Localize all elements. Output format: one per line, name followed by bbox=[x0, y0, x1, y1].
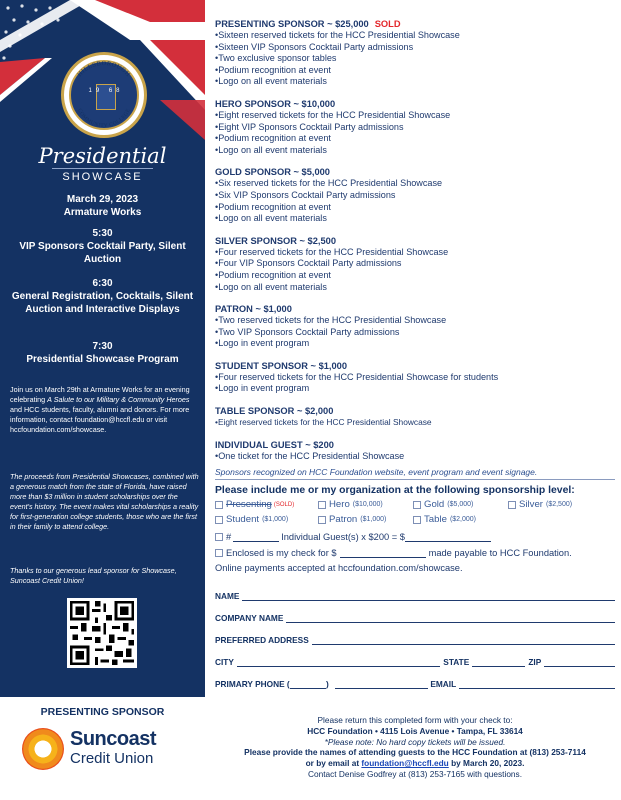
sponsor-level bbox=[215, 360, 615, 395]
footer-note: *Please note: No hard copy tickets will be issued. bbox=[324, 736, 506, 747]
script-title: Presidential bbox=[38, 144, 167, 168]
checkbox-presenting[interactable] bbox=[215, 501, 223, 509]
benefit-list bbox=[215, 451, 615, 463]
sponsor-level bbox=[215, 18, 615, 88]
company-row bbox=[215, 605, 615, 623]
checkbox-student[interactable] bbox=[215, 516, 223, 524]
option-hero-amount: ($10,000) bbox=[352, 501, 383, 509]
event-venue: Armature Works bbox=[63, 207, 142, 218]
address-label: PREFERRED ADDRESS bbox=[215, 635, 309, 646]
seal-ring-text bbox=[64, 55, 144, 135]
online-payment-note: Online payments accepted at hccfoundation.com/showcase. bbox=[215, 563, 463, 574]
name-field[interactable] bbox=[242, 591, 615, 601]
benefit-item: • Six reserved tickets for the HCC Presidential Showcase bbox=[215, 178, 615, 190]
city-field[interactable] bbox=[237, 657, 440, 667]
phone-row bbox=[215, 671, 615, 689]
time-2: 6:30 bbox=[92, 278, 113, 289]
option-presenting-label: Presenting bbox=[226, 499, 272, 511]
option-table-amount: ($2,000) bbox=[449, 516, 477, 524]
logo-word-2: Credit Union bbox=[70, 750, 154, 767]
intro-italic: A Salute to our Military & Community Heroes bbox=[47, 395, 190, 404]
option-silver[interactable] bbox=[508, 499, 572, 510]
benefit-item: • Logo in event program bbox=[215, 338, 615, 350]
option-gold-label: Gold bbox=[424, 499, 445, 511]
seal-year: 19 68 bbox=[88, 88, 124, 94]
time-1: 5:30 bbox=[92, 228, 113, 239]
intro-blurb bbox=[10, 385, 200, 435]
state-field[interactable] bbox=[472, 657, 525, 667]
benefit-item: • Six VIP Sponsors Cocktail Party admissions bbox=[215, 190, 615, 202]
event-info-panel bbox=[0, 0, 205, 697]
footer-guest-names: Please provide the names of attending guests to the HCC Foundation at (813) 253-7114 bbox=[244, 747, 586, 758]
option-hero-label: Hero bbox=[329, 499, 350, 511]
option-student-amount: ($1,000) bbox=[262, 516, 289, 524]
option-silver-label: Silver bbox=[519, 499, 543, 511]
sun-icon bbox=[22, 728, 64, 770]
sponsor-level bbox=[215, 235, 615, 293]
benefit-item: • Podium recognition at event bbox=[215, 202, 615, 214]
sponsor-level bbox=[215, 303, 615, 350]
benefit-item: • Four VIP Sponsors Cocktail Party admissions bbox=[215, 258, 615, 270]
benefit-item: • Eight reserved tickets for the HCC Presidential Showcase bbox=[215, 417, 615, 429]
zip-label: ZIP bbox=[528, 657, 542, 668]
option-gold[interactable] bbox=[413, 499, 508, 510]
event-1: VIP Sponsors Cocktail Party, Silent Auction bbox=[19, 241, 186, 265]
check-text-2: made payable to HCC Foundation. bbox=[428, 548, 572, 559]
name-row bbox=[215, 583, 615, 601]
option-row-2 bbox=[215, 513, 615, 526]
showcase-subtitle: SHOWCASE bbox=[62, 171, 143, 183]
benefit-item: • One ticket for the HCC Presidential Showcase bbox=[215, 451, 615, 463]
guest-count-field[interactable] bbox=[233, 532, 279, 542]
event-2: General Registration, Cocktails, Silent Auction and Interactive Displays bbox=[11, 291, 194, 315]
guests-text: Individual Guest(s) x $200 = $ bbox=[281, 532, 405, 543]
benefit-item: • Sixteen VIP Sponsors Cocktail Party admissions bbox=[215, 42, 615, 54]
email-label: EMAIL bbox=[430, 679, 457, 690]
event-date: March 29, 2023 bbox=[66, 194, 139, 205]
checkbox-hero[interactable] bbox=[318, 501, 326, 509]
company-label: COMPANY NAME bbox=[215, 613, 284, 624]
form-instructions: Please include me or my organization at the following sponsorship level: bbox=[215, 485, 575, 497]
intro-rest: and HCC students, faculty, alumni and donors. For more information, contact foundation@hccfl.edu or visit hccfoundation.com/showcase. bbox=[10, 405, 190, 434]
sponsor-level-title: HERO SPONSOR ~ $10,000 bbox=[215, 98, 336, 109]
option-table[interactable] bbox=[413, 514, 476, 525]
benefit-item: • Four reserved tickets for the HCC Presidential Showcase for students bbox=[215, 372, 615, 384]
sponsor-level-title: PATRON ~ $1,000 bbox=[215, 304, 292, 315]
sponsor-level-title: TABLE SPONSOR ~ $2,000 bbox=[215, 406, 334, 417]
city-row bbox=[215, 649, 615, 667]
phone-label: PRIMARY PHONE ( bbox=[215, 679, 290, 690]
phone-field[interactable] bbox=[335, 679, 429, 689]
option-row-1 bbox=[215, 498, 615, 511]
option-hero[interactable] bbox=[318, 499, 413, 510]
name-label: NAME bbox=[215, 591, 240, 602]
sponsor-level-title: INDIVIDUAL GUEST ~ $200 bbox=[215, 439, 334, 450]
footer-contact: Contact Denise Godfrey at (813) 253-7165 with questions. bbox=[308, 768, 522, 779]
check-text-1: Enclosed is my check for $ bbox=[226, 548, 337, 559]
footer bbox=[215, 715, 615, 780]
benefit-item: • Logo on all event materials bbox=[215, 145, 615, 157]
benefit-item: • Podium recognition at event bbox=[215, 65, 615, 77]
benefit-item: • Eight reserved tickets for the HCC Presidential Showcase bbox=[215, 110, 615, 122]
svg-text:HILLSBOROUGH bbox=[76, 60, 132, 78]
benefit-item: • Podium recognition at event bbox=[215, 133, 615, 145]
footer-email-link[interactable]: foundation@hccfl.edu bbox=[361, 758, 449, 769]
guest-line bbox=[215, 532, 615, 542]
sponsor-level-title: PRESENTING SPONSOR ~ $25,000 bbox=[215, 19, 369, 29]
benefit-item: • Logo on all event materials bbox=[215, 282, 615, 294]
option-patron[interactable] bbox=[318, 514, 413, 525]
form-divider bbox=[215, 479, 615, 480]
left-panel bbox=[0, 0, 205, 800]
city-label: CITY bbox=[215, 657, 234, 668]
qr-code[interactable] bbox=[67, 598, 137, 668]
sold-badge: SOLD bbox=[374, 19, 401, 29]
time-3: 7:30 bbox=[92, 341, 113, 352]
thanks-blurb: Thanks to our generous lead sponsor for Showcase, Suncoast Credit Union! bbox=[10, 566, 177, 585]
option-presenting-sold: (SOLD) bbox=[273, 501, 295, 508]
checkbox-table[interactable] bbox=[413, 516, 421, 524]
sponsor-level bbox=[215, 405, 615, 429]
svg-text:COMMUNITY COLLEGE bbox=[76, 107, 132, 129]
check-amount-field[interactable] bbox=[340, 548, 426, 558]
address-field[interactable] bbox=[312, 635, 615, 645]
option-student-label: Student bbox=[226, 514, 260, 526]
area-code-field[interactable] bbox=[290, 679, 326, 689]
checkbox-gold[interactable] bbox=[413, 501, 421, 509]
benefit-item: • Podium recognition at event bbox=[215, 270, 615, 282]
sponsor-level bbox=[215, 98, 615, 156]
footer-line-1: Please return this completed form with your check to: bbox=[317, 715, 513, 725]
footer-email-pre: or by email at bbox=[305, 758, 362, 769]
state-label: STATE bbox=[443, 657, 470, 668]
benefit-item: • Logo on all event materials bbox=[215, 213, 615, 225]
college-seal bbox=[61, 52, 147, 138]
benefit-item: • Logo in event program bbox=[215, 383, 615, 395]
footer-email-line bbox=[215, 758, 615, 769]
zip-field[interactable] bbox=[544, 657, 615, 667]
option-silver-amount: ($2,500) bbox=[546, 501, 573, 509]
logo-word-1: Suncoast bbox=[70, 728, 157, 750]
benefit-list bbox=[215, 417, 615, 429]
benefit-item: • Sixteen reserved tickets for the HCC Presidential Showcase bbox=[215, 30, 615, 42]
option-patron-label: Patron bbox=[329, 514, 358, 526]
address-row bbox=[215, 627, 615, 645]
option-patron-amount: ($1,000) bbox=[360, 516, 387, 524]
benefit-list bbox=[215, 315, 615, 350]
seal-bottom-text: COMMUNITY COLLEGE bbox=[76, 107, 132, 130]
qr-code-icon bbox=[67, 598, 137, 668]
checkbox-patron[interactable] bbox=[318, 516, 326, 524]
benefit-item: • Eight VIP Sponsors Cocktail Party admissions bbox=[215, 122, 615, 134]
title-divider bbox=[52, 168, 153, 169]
guests-hash: # bbox=[226, 532, 232, 543]
recognition-note: Sponsors recognized on HCC Foundation website, event program and event signage. bbox=[215, 467, 538, 478]
sponsor-level-title-row bbox=[215, 18, 615, 30]
company-field[interactable] bbox=[286, 613, 615, 623]
benefit-item: • Two reserved tickets for the HCC Presidential Showcase bbox=[215, 315, 615, 327]
checkbox-silver[interactable] bbox=[508, 501, 516, 509]
option-gold-amount: ($5,000) bbox=[447, 501, 474, 509]
proceeds-blurb: The proceeds from Presidential Showcases, combined with a generous match from the state of Florida, have raised more than $3 million in student scholarships over the event's history. The event makes vital scholarships a reality for first-generation college students, those who are the first in their family to attend college. bbox=[10, 472, 199, 531]
phone-close: ) bbox=[326, 679, 329, 690]
sponsor-level bbox=[215, 439, 615, 463]
email-field[interactable] bbox=[459, 679, 615, 689]
sponsor-level-title: SILVER SPONSOR ~ $2,500 bbox=[215, 235, 336, 246]
benefit-list bbox=[215, 178, 615, 224]
benefit-list bbox=[215, 372, 615, 395]
option-table-label: Table bbox=[424, 514, 447, 526]
footer-email-post: by March 20, 2023. bbox=[448, 758, 525, 769]
footer-address: HCC Foundation • 4115 Lois Avenue • Tampa, FL 33614 bbox=[307, 725, 523, 736]
checkbox-guests[interactable] bbox=[215, 533, 223, 541]
check-line bbox=[215, 548, 615, 558]
benefit-list bbox=[215, 110, 615, 156]
sponsor-level bbox=[215, 166, 615, 224]
benefit-item: • Logo on all event materials bbox=[215, 76, 615, 88]
option-presenting[interactable] bbox=[215, 499, 318, 510]
suncoast-logo bbox=[22, 726, 192, 772]
benefit-item: • Four reserved tickets for the HCC Presidential Showcase bbox=[215, 247, 615, 259]
levels-list bbox=[215, 18, 615, 462]
option-student[interactable] bbox=[215, 514, 318, 525]
checkbox-check[interactable] bbox=[215, 549, 223, 557]
guest-total-field[interactable] bbox=[405, 532, 491, 542]
sponsorship-levels bbox=[215, 18, 615, 689]
benefit-item: • Two VIP Sponsors Cocktail Party admissions bbox=[215, 327, 615, 339]
benefit-item: • Two exclusive sponsor tables bbox=[215, 53, 615, 65]
intro-text: Join us on March 29th at Armature Works for an evening celebrating bbox=[10, 385, 190, 404]
benefit-list bbox=[215, 30, 615, 88]
seal-top-text: HILLSBOROUGH bbox=[76, 59, 132, 79]
presenting-sponsor-label: PRESENTING SPONSOR bbox=[40, 706, 165, 718]
event-3: Presidential Showcase Program bbox=[26, 354, 179, 365]
sponsor-level-title: GOLD SPONSOR ~ $5,000 bbox=[215, 167, 330, 178]
sponsor-level-title: STUDENT SPONSOR ~ $1,000 bbox=[215, 360, 348, 371]
benefit-list bbox=[215, 247, 615, 293]
